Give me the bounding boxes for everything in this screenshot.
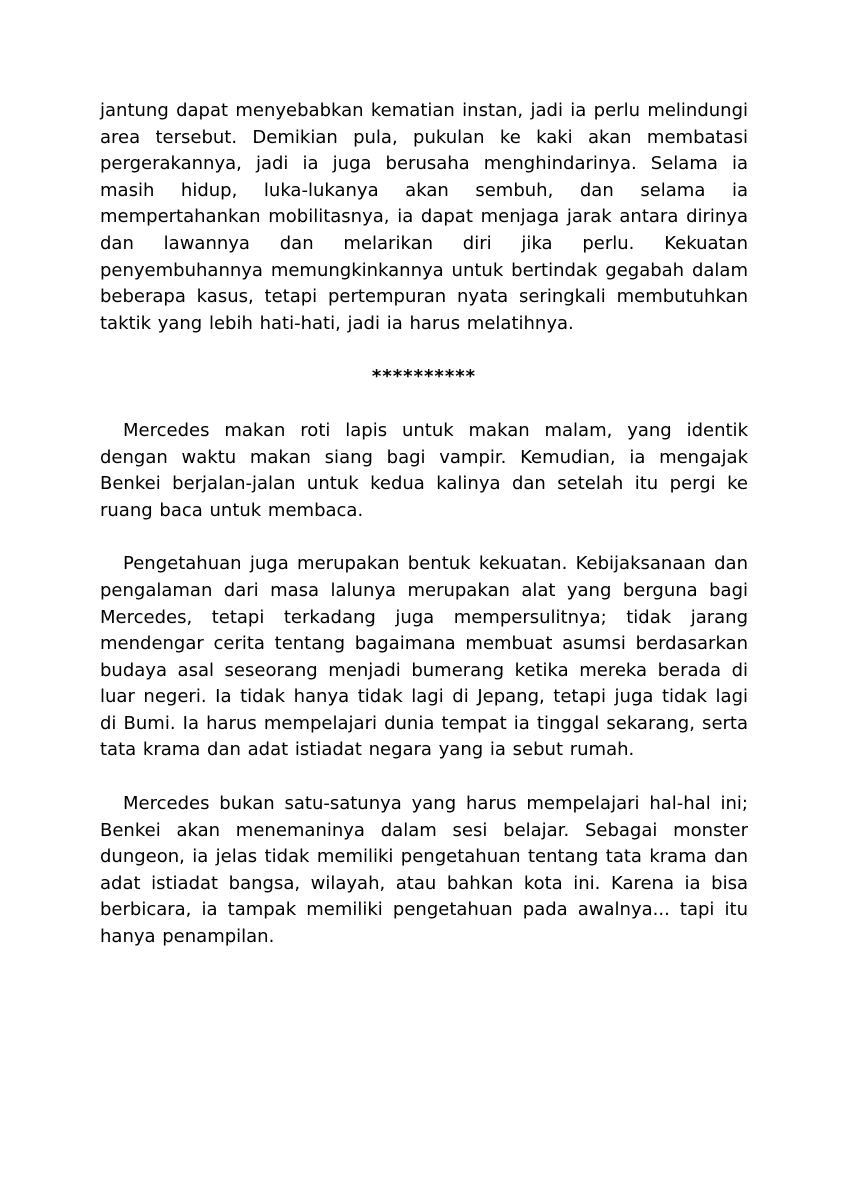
paragraph: Mercedes bukan satu-satunya yang harus mempelajari hal-hal ini; Benkei akan menemaninya dalam sesi belajar. Sebagai monster dungeon, ia jelas tidak memiliki pengetahuan tentang tata krama dan adat istiadat bangsa, wilayah, atau bahkan kota ini. Karena ia bisa berbicara, ia tampak memiliki pengetahuan pada awalnya... tapi itu hanya penampilan. — [100, 793, 748, 948]
scene-break-separator: ********** — [371, 366, 477, 388]
paragraph: Mercedes makan roti lapis untuk makan malam, yang identik dengan waktu makan siang bagi vampir. Kemudian, ia mengajak Benkei berjalan-jalan untuk kedua kalinya dan setelah itu pergi ke ruang baca untuk membaca. — [100, 419, 748, 521]
paragraph: Pengetahuan juga merupakan bentuk kekuatan. Kebijaksanaan dan pengalaman dari masa lalunya merupakan alat yang berguna bagi Mercedes, tetapi terkadang juga mempersulitnya; tidak jarang mendengar cerita tentang bagaimana membuat asumsi berdasarkan budaya asal seseorang menjadi bumerang ketika mereka berada di luar negeri. Ia tidak hanya tidak lagi di Jepang, tetapi juga tidak lagi di Bumi. Ia harus mempelajari dunia tempat ia tinggal sekarang, serta tata krama dan adat istiadat negara yang ia sebut rumah. — [100, 553, 748, 761]
paragraph-continuation: jantung dapat menyebabkan kematian instan, jadi ia perlu melindungi area tersebut. Demikian pula, pukulan ke kaki akan membatasi pergerakannya, jadi ia juga berusaha menghindarinya. Selama ia masih hidup, luka-lukanya akan sembuh, dan selama ia mempertahankan mobilitasnya, ia dapat menjaga jarak antara dirinya dan lawannya dan melarikan diri jika perlu. Kekuatan penyembuhannya memungkinkannya untuk bertindak gegabah dalam beberapa kasus, tetapi pertempuran nyata seringkali membutuhkan taktik yang lebih hati-hati, jadi ia harus melatihnya. — [100, 100, 748, 334]
